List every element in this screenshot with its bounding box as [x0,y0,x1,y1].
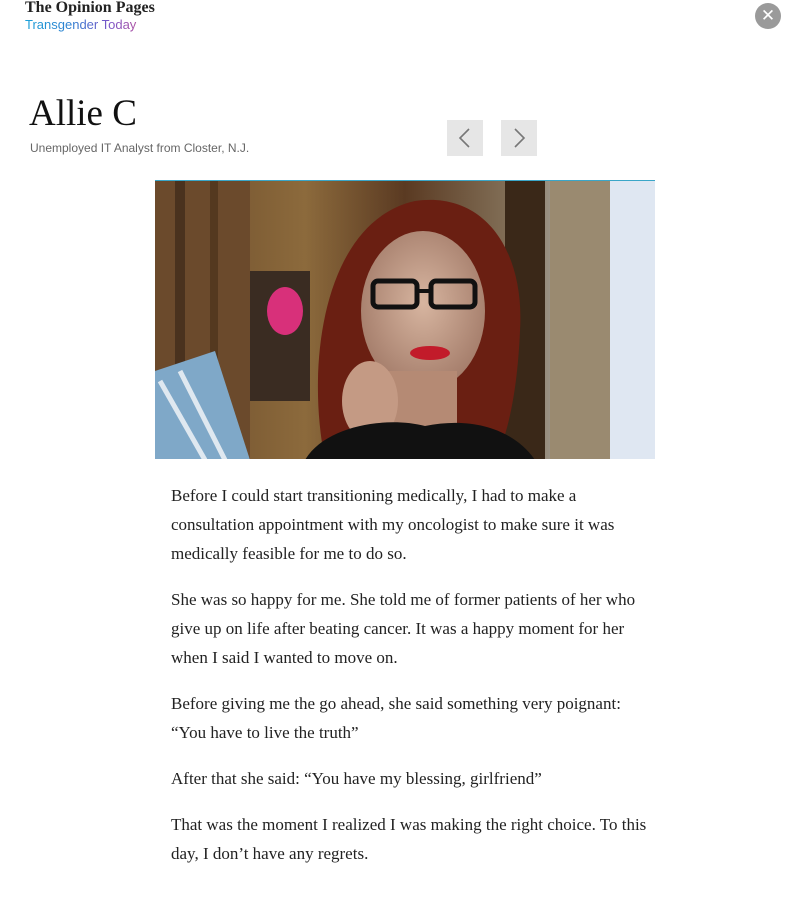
portrait-photo [155,180,655,459]
next-button[interactable] [501,120,537,156]
close-icon: ✕ [760,6,776,26]
story-paragraph: She was so happy for me. She told me of former patients of her who give up on life after beating cancer. It was a happy moment for her when I said I wanted to move on. [171,590,636,667]
person-description: Unemployed IT Analyst from Closter, N.J. [30,141,250,155]
chevron-right-icon [501,120,537,156]
chevron-left-icon [447,120,483,156]
story-paragraph: That was the moment I realized I was making the right choice. To this day, I don’t have any regrets. [171,815,647,863]
close-button[interactable] [755,3,781,29]
story-paragraph: Before giving me the go ahead, she said something very poignant: “You have to live the truth” [171,694,621,742]
story-paragraph: After that she said: “You have my blessing, girlfriend” [171,769,542,788]
brand-title[interactable]: The Opinion Pages [25,0,155,16]
brand-subtitle[interactable]: Transgender Today [25,17,155,33]
person-name: Allie C [29,93,137,134]
story-paragraph: Before I could start transitioning medically, I had to make a consultation appointment with my oncologist to make sure it was medically feasible for me to do so. [171,486,615,563]
previous-button[interactable] [447,120,483,156]
story-text [171,481,651,885]
brand[interactable] [25,0,155,33]
